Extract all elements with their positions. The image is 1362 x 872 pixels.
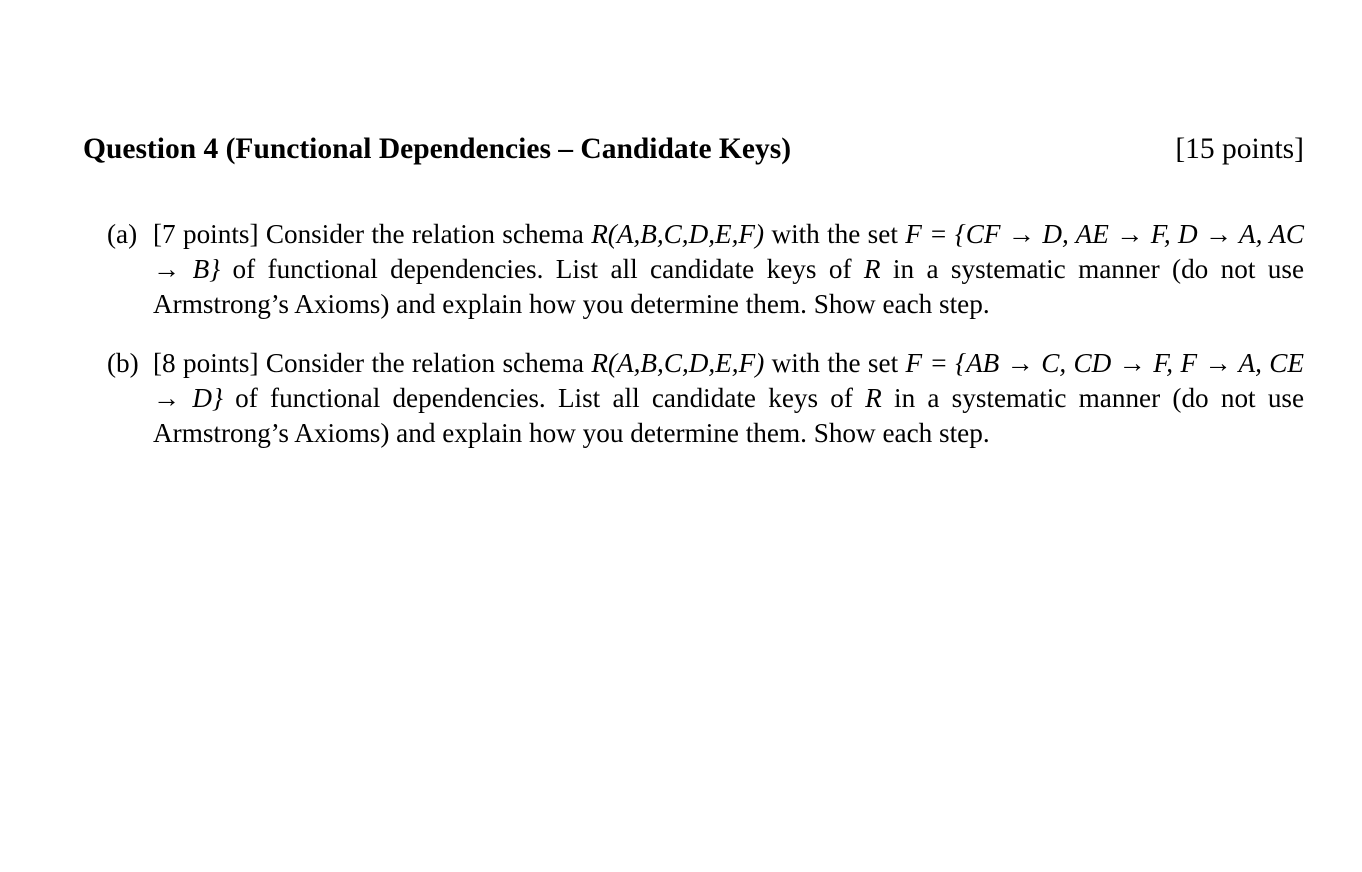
fd-set: F = {CF → D, AE → F, D → A, AC → B} — [153, 219, 1304, 284]
task-suffix: in a systematic manner (do not use Armstrong’s Axioms) and explain how you determine them. Show each step. — [153, 254, 1305, 319]
relation-name: R — [865, 383, 882, 413]
fd-set: F = {AB → C, CD → F, F → A, CE → D} — [153, 348, 1305, 413]
part-points: [7 points] — [153, 219, 259, 249]
question-part-b — [107, 346, 1304, 451]
part-label: (b) — [107, 348, 139, 378]
part-body — [153, 346, 1304, 451]
question-points: [15 points] — [1175, 133, 1304, 165]
question-header — [83, 133, 1304, 173]
relation-schema: R(A,B,C,D,E,F) — [591, 348, 765, 378]
task-prefix: List all candidate keys of — [557, 383, 853, 413]
part-points: [8 points] — [153, 348, 259, 378]
of-fds-text: of functional dependencies. — [235, 383, 546, 413]
relation-schema: R(A,B,C,D,E,F) — [591, 219, 765, 249]
of-fds-text: of functional dependencies. — [232, 254, 544, 284]
task-suffix: in a systematic manner (do not use Armstrong’s Axioms) and explain how you determine them. Show each step. — [153, 383, 1305, 448]
with-set-text: with the set — [771, 219, 898, 249]
task-prefix: List all candidate keys of — [555, 254, 852, 284]
with-set-text: with the set — [771, 348, 899, 378]
question-part-a — [107, 217, 1304, 322]
part-label: (a) — [107, 219, 138, 249]
part-intro: Consider the relation schema — [265, 219, 584, 249]
part-intro: Consider the relation schema — [265, 348, 584, 378]
question-title: Question 4 (Functional Dependencies – Candidate Keys) — [83, 133, 792, 165]
part-body — [153, 217, 1304, 322]
relation-name: R — [863, 254, 881, 284]
